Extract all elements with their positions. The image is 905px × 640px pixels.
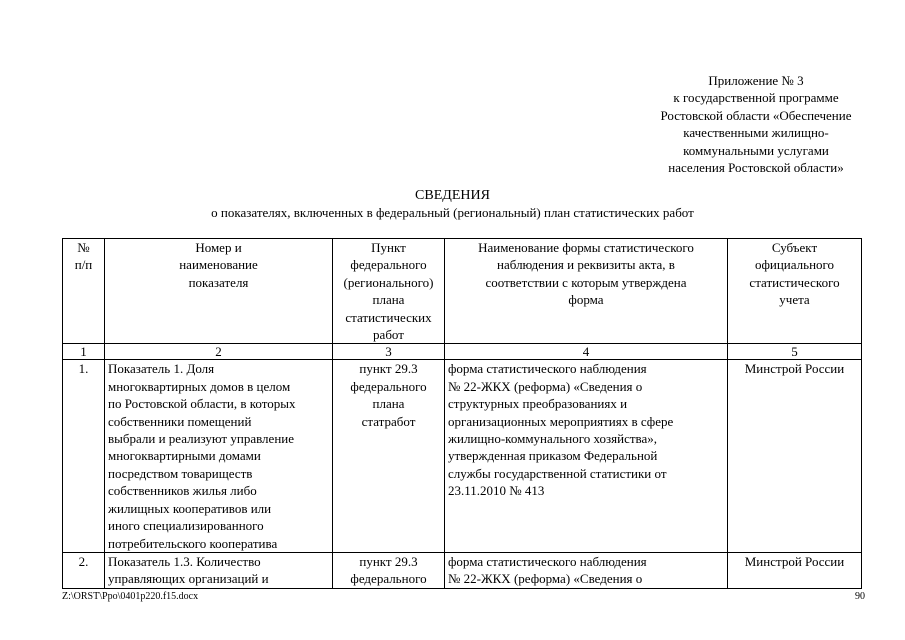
table-header-row [63, 239, 862, 344]
text-line: наблюдения и реквизиты акта, в [497, 257, 675, 273]
plan-item-cell [333, 552, 445, 588]
text-line: собственники помещений [108, 413, 252, 429]
header-cell-form [445, 239, 728, 344]
text-line: службы государственной статистики от [448, 465, 667, 481]
text-line: № 22-ЖКХ (реформа) «Сведения о [448, 378, 643, 394]
text-line: федерального [350, 257, 427, 273]
row-number: 2. [63, 552, 105, 588]
text-line: соответствии с которым утверждена [485, 274, 687, 290]
text-line: (регионального) [343, 274, 434, 290]
subject-cell: Минстрой России [728, 552, 862, 588]
document-title: СВЕДЕНИЯ [415, 188, 490, 203]
text-line: Субъект [771, 240, 818, 255]
text-line: статработ [361, 413, 416, 429]
text-line: многоквартирных домов в целом [108, 378, 291, 394]
column-number: 5 [728, 344, 862, 360]
text-line: плана [372, 396, 405, 412]
text-line: 23.11.2010 № 413 [448, 483, 545, 499]
text-line: потребительского кооператива [108, 535, 278, 551]
text-line: жилищных кооперативов или [108, 500, 272, 516]
statistics-table [62, 238, 862, 589]
footer-file-path: Z:\ORST\Ppo\0401p220.f15.docx [62, 591, 199, 602]
indicator-cell [105, 360, 333, 552]
text-line: Показатель 1.3. Количество [108, 553, 261, 569]
appendix-line: Ростовской области «Обеспечение [660, 107, 852, 123]
text-line: пункт 29.3 [359, 361, 418, 377]
text-line: официального [754, 257, 835, 273]
text-line: п/п [74, 257, 93, 273]
text-line: Номер и [195, 240, 242, 255]
text-line: Показатель 1. Доля [108, 361, 215, 377]
text-line: форма статистического наблюдения [448, 361, 647, 377]
column-number: 1 [63, 344, 105, 360]
text-line: № [77, 240, 90, 255]
text-line: организационных мероприятиях в сфере [448, 413, 674, 429]
appendix-line: населения Ростовской области» [668, 160, 844, 176]
text-line: статистического [749, 274, 840, 290]
subject-cell: Минстрой России [728, 360, 862, 552]
appendix-line: Приложение № 3 [708, 73, 804, 88]
row-number: 1. [63, 360, 105, 552]
text-line: форма [568, 292, 604, 308]
form-cell [445, 360, 728, 552]
text-line: федерального [350, 378, 427, 394]
text-line: статистических [345, 309, 432, 325]
text-line: собственников жилья либо [108, 483, 257, 499]
header-cell-subject [728, 239, 862, 344]
table-row [63, 552, 862, 588]
text-line: иного специализированного [108, 518, 264, 534]
text-line: показателя [188, 274, 249, 290]
appendix-note [620, 72, 892, 176]
header-cell-number [63, 239, 105, 344]
text-line: структурных преобразованиях и [448, 396, 628, 412]
column-numbers-row [63, 344, 862, 360]
indicator-cell [105, 552, 333, 588]
plan-item-cell [333, 360, 445, 552]
column-number: 2 [105, 344, 333, 360]
column-number: 4 [445, 344, 728, 360]
appendix-line: к государственной программе [673, 90, 839, 106]
appendix-line: качественными жилищно- [683, 125, 829, 141]
table-row [63, 360, 862, 552]
document-subtitle: о показателях, включенных в федеральный (региональный) план статистических работ [211, 205, 694, 220]
text-line: жилищно-коммунального хозяйства», [448, 431, 658, 447]
text-line: форма статистического наблюдения [448, 553, 647, 569]
text-line: Пункт [371, 240, 406, 255]
text-line: посредством товариществ [108, 465, 253, 481]
header-cell-plan-item [333, 239, 445, 344]
header-cell-indicator [105, 239, 333, 344]
text-line: пункт 29.3 [359, 553, 418, 569]
text-line: плана [372, 292, 405, 308]
column-number: 3 [333, 344, 445, 360]
text-line: наименование [179, 257, 258, 273]
text-line: Наименование формы статистического [478, 240, 694, 255]
form-cell [445, 552, 728, 588]
text-line: утвержденная приказом Федеральной [448, 448, 658, 464]
text-line: работ [373, 327, 404, 343]
page-number: 90 [855, 591, 865, 602]
text-line: выбрали и реализуют управление [108, 431, 294, 447]
appendix-line: коммунальными услугами [683, 142, 829, 158]
text-line: федерального [350, 571, 427, 587]
text-line: № 22-ЖКХ (реформа) «Сведения о [448, 571, 643, 587]
text-line: по Ростовской области, в которых [108, 396, 296, 412]
text-line: учета [779, 292, 810, 308]
text-line: многоквартирными домами [108, 448, 261, 464]
text-line: управляющих организаций и [108, 571, 269, 587]
